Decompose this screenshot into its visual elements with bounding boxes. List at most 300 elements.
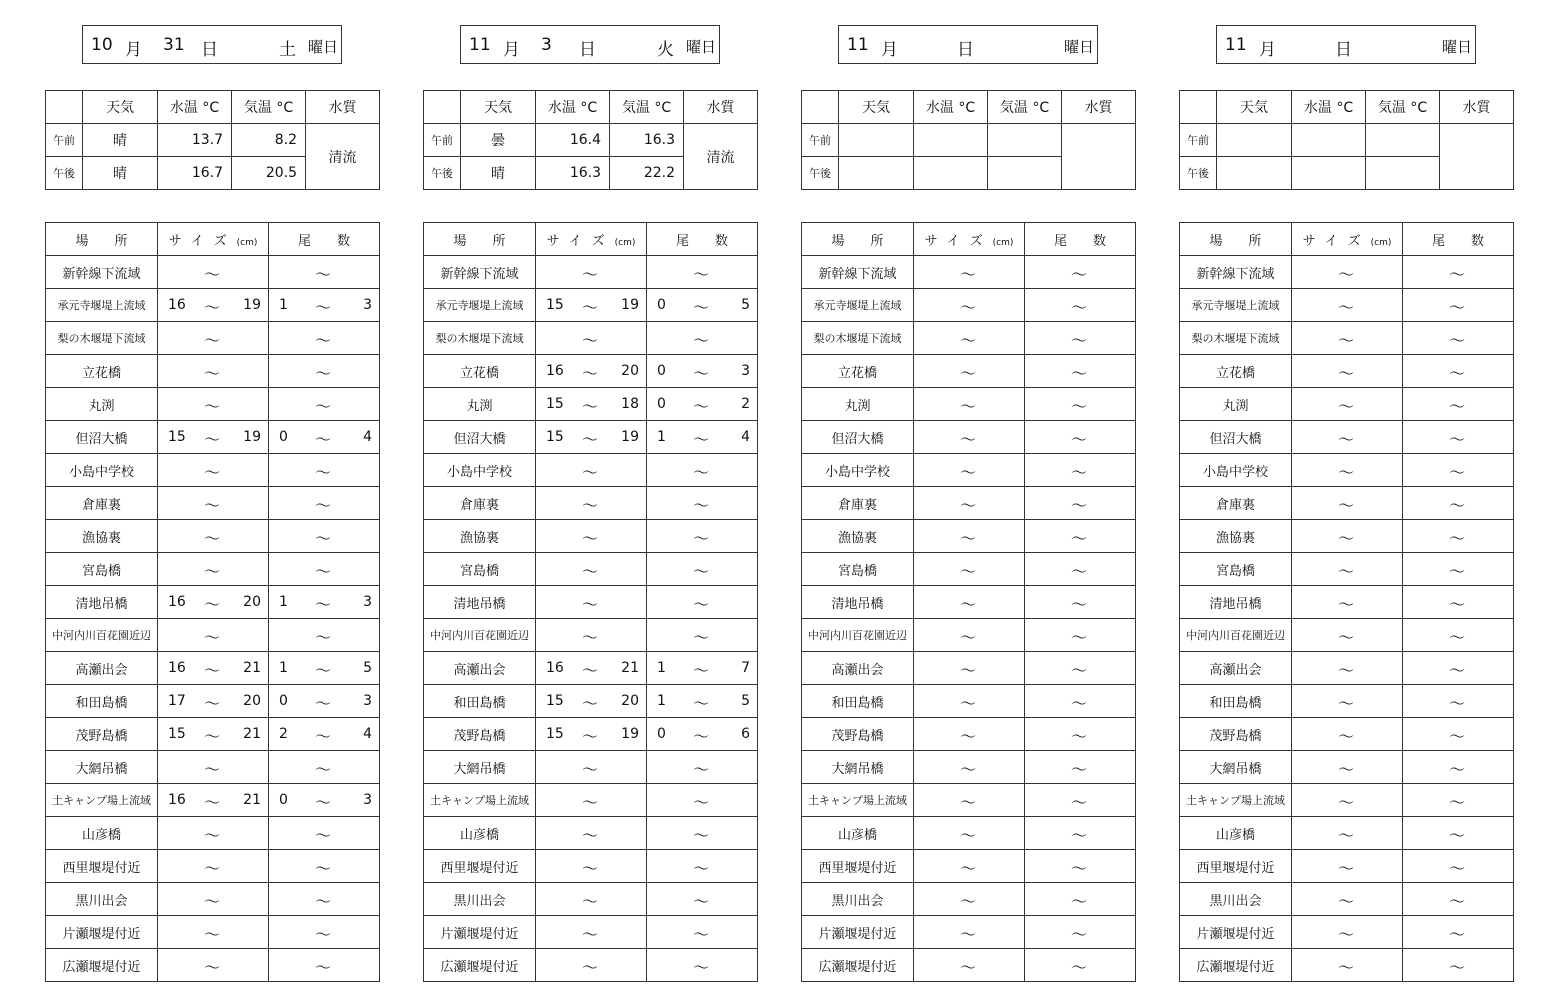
count-range-cell	[1403, 850, 1514, 883]
table-row	[802, 784, 1136, 817]
count-range-cell	[269, 322, 380, 355]
table-row	[802, 883, 1136, 916]
size-tilde: 〜	[1338, 298, 1355, 317]
count-tilde: 〜	[693, 496, 710, 515]
count-range-cell	[269, 718, 380, 751]
month-value: 10	[91, 35, 113, 55]
month-value: 11	[1225, 35, 1247, 55]
count-min: 2	[279, 726, 288, 742]
pm-water-temp	[914, 157, 988, 190]
count-tilde: 〜	[315, 430, 332, 449]
size-tilde: 〜	[582, 463, 599, 482]
count-max: 4	[741, 429, 750, 445]
pm-water-temp: 16.7	[158, 157, 232, 190]
count-tilde: 〜	[315, 562, 332, 581]
count-tilde: 〜	[315, 463, 332, 482]
size-range-cell	[914, 388, 1025, 421]
count-tilde: 〜	[1449, 793, 1466, 812]
location-name: 黒川出会	[1180, 883, 1292, 916]
count-range-cell	[647, 487, 758, 520]
location-name: 黒川出会	[46, 883, 158, 916]
size-range-cell	[536, 553, 647, 586]
size-header-label: サイズ	[168, 233, 237, 249]
size-tilde: 〜	[1338, 892, 1355, 911]
weather-table	[45, 90, 380, 190]
size-range-cell	[158, 553, 269, 586]
count-max: 3	[363, 693, 372, 709]
size-max: 18	[621, 396, 639, 412]
size-header	[536, 223, 647, 256]
am-air-temp: 16.3	[610, 124, 684, 157]
size-tilde: 〜	[582, 628, 599, 647]
location-name: 山彦橋	[802, 817, 914, 850]
table-row	[1180, 322, 1514, 355]
size-range-cell	[1292, 784, 1403, 817]
corner-cell	[1180, 91, 1217, 124]
count-tilde: 〜	[315, 661, 332, 680]
size-tilde: 〜	[1338, 727, 1355, 746]
count-range-cell	[1025, 916, 1136, 949]
location-name: 承元寺堰堤上流域	[1180, 289, 1292, 322]
location-name: 片瀬堰堤付近	[802, 916, 914, 949]
table-row	[802, 322, 1136, 355]
day-label: 日	[957, 40, 974, 60]
size-tilde: 〜	[204, 397, 221, 416]
size-min: 16	[168, 660, 186, 676]
location-name: 承元寺堰堤上流域	[802, 289, 914, 322]
count-range-cell	[269, 850, 380, 883]
size-tilde: 〜	[582, 595, 599, 614]
location-name: 漁協裏	[1180, 520, 1292, 553]
count-range-cell	[269, 421, 380, 454]
count-tilde: 〜	[693, 859, 710, 878]
count-min: 0	[657, 297, 666, 313]
table-row	[46, 817, 380, 850]
size-max: 20	[243, 594, 261, 610]
size-range-cell	[158, 883, 269, 916]
table-row	[424, 586, 758, 619]
count-range-cell	[269, 454, 380, 487]
pm-label: 午後	[46, 157, 83, 190]
location-name: 但沼大橋	[46, 421, 158, 454]
count-range-cell	[1025, 322, 1136, 355]
count-tilde: 〜	[693, 298, 710, 317]
size-range-cell	[158, 520, 269, 553]
count-range-cell	[647, 652, 758, 685]
count-tilde: 〜	[1071, 661, 1088, 680]
size-max: 19	[621, 429, 639, 445]
count-range-cell	[1403, 784, 1514, 817]
size-range-cell	[1292, 520, 1403, 553]
count-min: 1	[657, 693, 666, 709]
count-tilde: 〜	[315, 397, 332, 416]
pm-air-temp	[988, 157, 1062, 190]
size-range-cell	[1292, 619, 1403, 652]
table-row	[1180, 685, 1514, 718]
water-quality-value: 清流	[306, 124, 380, 190]
count-tilde: 〜	[1449, 595, 1466, 614]
am-label: 午前	[46, 124, 83, 157]
size-tilde: 〜	[204, 628, 221, 647]
size-range-cell	[1292, 487, 1403, 520]
count-range-cell	[647, 388, 758, 421]
pm-water-temp	[1292, 157, 1366, 190]
size-range-cell	[914, 916, 1025, 949]
count-tilde: 〜	[1071, 463, 1088, 482]
count-range-cell	[269, 289, 380, 322]
count-tilde: 〜	[315, 496, 332, 515]
count-range-cell	[1403, 949, 1514, 982]
size-tilde: 〜	[582, 265, 599, 284]
weather-header: 天気	[83, 91, 158, 124]
size-tilde: 〜	[960, 298, 977, 317]
count-tilde: 〜	[315, 760, 332, 779]
air-temp-header: 気温 °C	[232, 91, 306, 124]
count-range-cell	[1025, 619, 1136, 652]
table-row	[46, 553, 380, 586]
size-tilde: 〜	[204, 892, 221, 911]
count-range-cell	[269, 784, 380, 817]
size-min: 15	[546, 429, 564, 445]
size-max: 21	[621, 660, 639, 676]
location-name: 大網吊橋	[46, 751, 158, 784]
count-range-cell	[1403, 289, 1514, 322]
table-row	[46, 289, 380, 322]
size-max: 19	[621, 726, 639, 742]
size-min: 16	[168, 594, 186, 610]
location-name: 小島中学校	[46, 454, 158, 487]
am-weather: 晴	[83, 124, 158, 157]
count-range-cell	[647, 586, 758, 619]
count-tilde: 〜	[1071, 496, 1088, 515]
count-range-cell	[269, 256, 380, 289]
table-row	[1180, 553, 1514, 586]
size-range-cell	[158, 454, 269, 487]
count-tilde: 〜	[1071, 760, 1088, 779]
count-tilde: 〜	[693, 529, 710, 548]
count-tilde: 〜	[1071, 562, 1088, 581]
count-tilde: 〜	[315, 859, 332, 878]
location-name: 清地吊橋	[46, 586, 158, 619]
table-row	[802, 718, 1136, 751]
count-range-cell	[1403, 652, 1514, 685]
size-min: 15	[546, 726, 564, 742]
size-range-cell	[1292, 850, 1403, 883]
size-tilde: 〜	[1338, 265, 1355, 284]
location-name: 承元寺堰堤上流域	[46, 289, 158, 322]
table-row	[46, 487, 380, 520]
size-range-cell	[536, 355, 647, 388]
size-unit-label: (cm)	[614, 237, 636, 248]
count-range-cell	[647, 520, 758, 553]
count-tilde: 〜	[315, 892, 332, 911]
size-range-cell	[536, 289, 647, 322]
location-name: 倉庫裏	[1180, 487, 1292, 520]
day-label: 日	[1335, 40, 1352, 60]
size-max: 19	[621, 297, 639, 313]
table-row	[46, 586, 380, 619]
size-tilde: 〜	[1338, 760, 1355, 779]
table-row	[424, 850, 758, 883]
size-range-cell	[158, 817, 269, 850]
count-max: 5	[741, 297, 750, 313]
count-range-cell	[1403, 355, 1514, 388]
size-range-cell	[914, 652, 1025, 685]
size-tilde: 〜	[960, 397, 977, 416]
count-range-cell	[1025, 388, 1136, 421]
count-max: 7	[741, 660, 750, 676]
size-tilde: 〜	[204, 562, 221, 581]
size-tilde: 〜	[204, 859, 221, 878]
size-header	[1292, 223, 1403, 256]
water-temp-header: 水温 °C	[914, 91, 988, 124]
table-row	[424, 718, 758, 751]
am-water-temp	[914, 124, 988, 157]
table-row	[1180, 817, 1514, 850]
count-range-cell	[1403, 817, 1514, 850]
table-row	[46, 883, 380, 916]
table-row	[802, 850, 1136, 883]
am-weather: 曇	[461, 124, 536, 157]
size-tilde: 〜	[582, 694, 599, 713]
size-range-cell	[158, 421, 269, 454]
size-unit-label: (cm)	[992, 237, 1014, 248]
count-max: 5	[741, 693, 750, 709]
table-row	[802, 520, 1136, 553]
table-row	[1180, 916, 1514, 949]
table-row	[802, 817, 1136, 850]
count-tilde: 〜	[693, 463, 710, 482]
size-range-cell	[914, 421, 1025, 454]
table-row	[424, 421, 758, 454]
size-tilde: 〜	[582, 298, 599, 317]
count-tilde: 〜	[1071, 397, 1088, 416]
location-name: 和田島橋	[802, 685, 914, 718]
size-tilde: 〜	[204, 364, 221, 383]
count-range-cell	[269, 817, 380, 850]
count-tilde: 〜	[1071, 364, 1088, 383]
size-tilde: 〜	[582, 562, 599, 581]
am-weather	[839, 124, 914, 157]
pm-label: 午後	[802, 157, 839, 190]
table-row	[1180, 652, 1514, 685]
count-tilde: 〜	[1071, 892, 1088, 911]
table-row	[1180, 784, 1514, 817]
location-name: 黒川出会	[802, 883, 914, 916]
size-tilde: 〜	[1338, 694, 1355, 713]
month-value: 11	[469, 35, 491, 55]
size-range-cell	[158, 586, 269, 619]
size-tilde: 〜	[1338, 364, 1355, 383]
size-min: 16	[168, 297, 186, 313]
table-row	[46, 388, 380, 421]
size-range-cell	[158, 718, 269, 751]
count-range-cell	[1025, 949, 1136, 982]
location-name: 丸渕	[802, 388, 914, 421]
size-tilde: 〜	[960, 496, 977, 515]
size-max: 21	[243, 660, 261, 676]
count-range-cell	[1403, 487, 1514, 520]
size-tilde: 〜	[960, 265, 977, 284]
location-name: 山彦橋	[46, 817, 158, 850]
table-row	[46, 718, 380, 751]
size-range-cell	[536, 685, 647, 718]
count-tilde: 〜	[1071, 859, 1088, 878]
size-range-cell	[536, 949, 647, 982]
location-name: 片瀬堰堤付近	[1180, 916, 1292, 949]
location-name: 梨の木堰堤下流域	[1180, 322, 1292, 355]
size-header-label: サイズ	[546, 233, 615, 249]
size-tilde: 〜	[582, 661, 599, 680]
size-header	[158, 223, 269, 256]
size-range-cell	[536, 322, 647, 355]
count-max: 2	[741, 396, 750, 412]
location-name: 大網吊橋	[802, 751, 914, 784]
water-quality-value: 清流	[684, 124, 758, 190]
count-range-cell	[1025, 817, 1136, 850]
dow-value: 火	[657, 40, 674, 60]
table-row	[802, 256, 1136, 289]
location-name: 倉庫裏	[424, 487, 536, 520]
day-sheet	[45, 0, 379, 1007]
dow-label: 曜日	[686, 38, 717, 56]
location-name: 和田島橋	[1180, 685, 1292, 718]
count-range-cell	[1025, 586, 1136, 619]
size-tilde: 〜	[960, 331, 977, 350]
size-tilde: 〜	[1338, 925, 1355, 944]
count-range-cell	[1025, 256, 1136, 289]
location-name: 漁協裏	[424, 520, 536, 553]
water-temp-header: 水温 °C	[536, 91, 610, 124]
count-range-cell	[1403, 586, 1514, 619]
month-label: 月	[1259, 40, 1276, 60]
place-header: 場 所	[1180, 223, 1292, 256]
am-air-temp: 8.2	[232, 124, 306, 157]
size-range-cell	[914, 850, 1025, 883]
table-row	[802, 586, 1136, 619]
count-tilde: 〜	[693, 562, 710, 581]
table-row	[46, 751, 380, 784]
day-label: 日	[201, 40, 218, 60]
water-quality-header: 水質	[306, 91, 380, 124]
size-tilde: 〜	[960, 826, 977, 845]
location-name: 小島中学校	[1180, 454, 1292, 487]
count-range-cell	[1403, 454, 1514, 487]
count-range-cell	[647, 553, 758, 586]
size-range-cell	[914, 718, 1025, 751]
size-range-cell	[536, 652, 647, 685]
count-tilde: 〜	[315, 727, 332, 746]
pm-weather	[839, 157, 914, 190]
size-header-label: サイズ	[924, 233, 993, 249]
size-tilde: 〜	[960, 595, 977, 614]
table-row	[46, 685, 380, 718]
location-name: 立花橋	[46, 355, 158, 388]
size-tilde: 〜	[960, 925, 977, 944]
size-min: 15	[546, 396, 564, 412]
pm-air-temp: 22.2	[610, 157, 684, 190]
count-tilde: 〜	[693, 265, 710, 284]
pm-weather	[1217, 157, 1292, 190]
size-range-cell	[536, 256, 647, 289]
location-name: 高瀬出会	[1180, 652, 1292, 685]
count-tilde: 〜	[1449, 760, 1466, 779]
count-range-cell	[269, 652, 380, 685]
size-range-cell	[1292, 421, 1403, 454]
size-range-cell	[536, 586, 647, 619]
location-name: 茂野島橋	[424, 718, 536, 751]
count-tilde: 〜	[1449, 496, 1466, 515]
count-tilde: 〜	[315, 793, 332, 812]
count-tilde: 〜	[315, 331, 332, 350]
table-row	[1180, 949, 1514, 982]
count-tilde: 〜	[1071, 694, 1088, 713]
size-min: 16	[546, 660, 564, 676]
table-row	[46, 949, 380, 982]
table-row	[424, 949, 758, 982]
size-range-cell	[158, 388, 269, 421]
size-range-cell	[914, 256, 1025, 289]
size-tilde: 〜	[960, 463, 977, 482]
count-tilde: 〜	[1071, 430, 1088, 449]
date-box	[838, 25, 1098, 64]
count-max: 5	[363, 660, 372, 676]
size-min: 15	[168, 726, 186, 742]
count-tilde: 〜	[1449, 958, 1466, 977]
size-range-cell	[1292, 289, 1403, 322]
count-range-cell	[269, 619, 380, 652]
size-unit-label: (cm)	[236, 237, 258, 248]
weather-table	[1179, 90, 1514, 190]
size-tilde: 〜	[204, 958, 221, 977]
count-tilde: 〜	[693, 694, 710, 713]
table-row	[424, 322, 758, 355]
size-range-cell	[1292, 388, 1403, 421]
table-row	[424, 685, 758, 718]
count-tilde: 〜	[1449, 661, 1466, 680]
count-tilde: 〜	[1449, 265, 1466, 284]
table-row	[802, 916, 1136, 949]
size-min: 16	[168, 792, 186, 808]
size-tilde: 〜	[204, 760, 221, 779]
size-tilde: 〜	[1338, 661, 1355, 680]
table-row	[424, 751, 758, 784]
pm-water-temp: 16.3	[536, 157, 610, 190]
am-label: 午前	[802, 124, 839, 157]
am-water-temp: 13.7	[158, 124, 232, 157]
am-weather	[1217, 124, 1292, 157]
pm-label: 午後	[1180, 157, 1217, 190]
count-range-cell	[1403, 883, 1514, 916]
count-range-cell	[1025, 454, 1136, 487]
size-tilde: 〜	[582, 496, 599, 515]
count-max: 4	[363, 726, 372, 742]
location-name: 高瀬出会	[802, 652, 914, 685]
count-tilde: 〜	[1449, 925, 1466, 944]
count-min: 0	[279, 429, 288, 445]
location-name: 茂野島橋	[46, 718, 158, 751]
dow-value: 土	[279, 40, 296, 60]
size-tilde: 〜	[204, 793, 221, 812]
count-tilde: 〜	[693, 793, 710, 812]
location-name: 宮島橋	[46, 553, 158, 586]
table-row	[802, 685, 1136, 718]
size-range-cell	[914, 685, 1025, 718]
table-row	[424, 619, 758, 652]
location-name: 宮島橋	[1180, 553, 1292, 586]
size-tilde: 〜	[582, 958, 599, 977]
size-tilde: 〜	[204, 496, 221, 515]
